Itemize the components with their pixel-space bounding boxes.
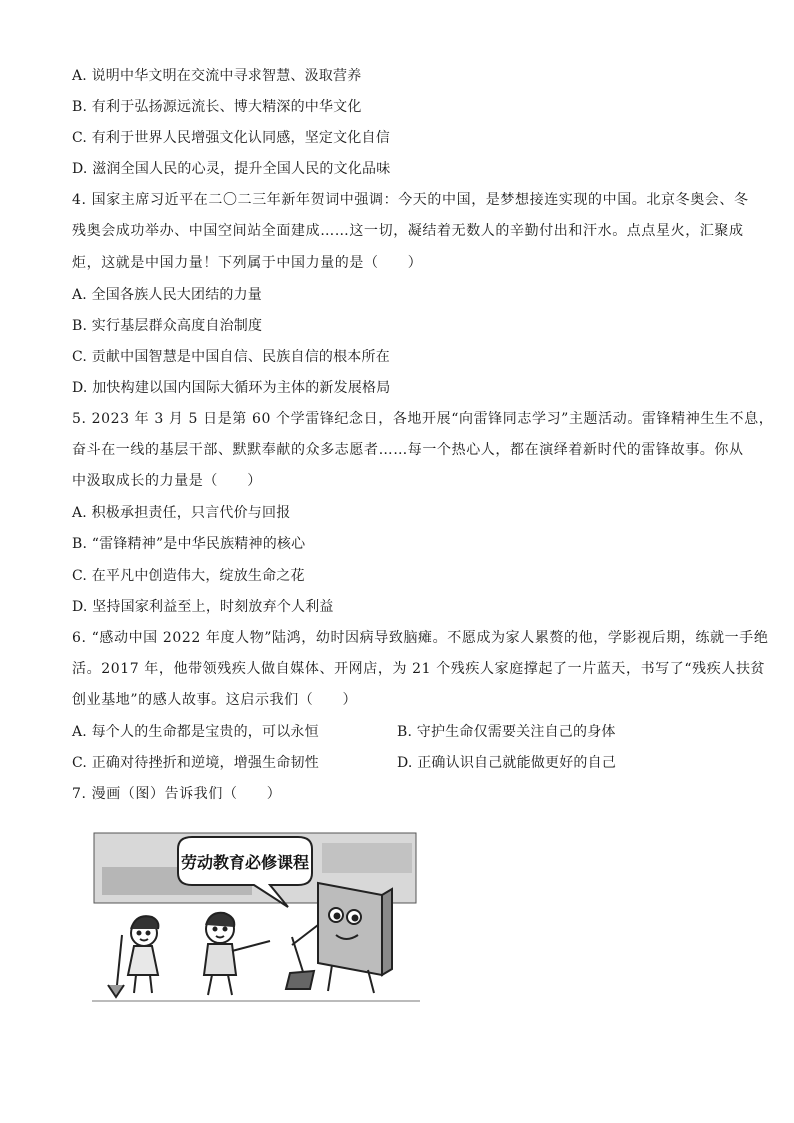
cartoon-background-texture-right bbox=[322, 843, 412, 873]
q3-option-a[interactable]: A. 说明中华文明在交流中寻求智慧、汲取营养 bbox=[72, 68, 362, 84]
q5-option-c[interactable]: C. 在平凡中创造伟大，绽放生命之花 bbox=[72, 568, 305, 584]
q4-stem-line3: 炬，这就是中国力量！下列属于中国力量的是（ ） bbox=[72, 255, 423, 271]
q6-stem-line3: 创业基地”的感人故事。这启示我们（ ） bbox=[72, 692, 358, 708]
q4-option-d[interactable]: D. 加快构建以国内国际大循环为主体的新发展格局 bbox=[72, 380, 391, 396]
boy-figure bbox=[204, 913, 270, 995]
q3-option-b[interactable]: B. 有利于弘扬源远流长、博大精深的中华文化 bbox=[72, 99, 362, 115]
q6-stem-line1: 6. “感动中国 2022 年度人物”陆鸿，幼时因病导致脑瘫。不愿成为家人累赘的他，学影视后期，练就一手绝 bbox=[72, 630, 769, 646]
q6-option-d[interactable]: D. 正确认识自己就能做更好的自己 bbox=[397, 755, 617, 771]
q6-option-b[interactable]: B. 守护生命仅需要关注自己的身体 bbox=[397, 724, 616, 740]
q5-option-a[interactable]: A. 积极承担责任，只言代价与回报 bbox=[72, 505, 291, 521]
q4-stem-line2: 残奥会成功举办、中国空间站全面建成……这一切，凝结着无数人的辛勤付出和汗水。点点星火，汇聚成 bbox=[72, 223, 744, 239]
q5-stem-line1: 5. 2023 年 3 月 5 日是第 60 个学雷锋纪念日，各地开展“向雷锋同志学习”主题活动。雷锋精神生生不息， bbox=[72, 411, 774, 427]
q5-option-b[interactable]: B. “雷锋精神”是中华民族精神的核心 bbox=[72, 536, 306, 552]
q6-option-a[interactable]: A. 每个人的生命都是宝贵的，可以永恒 bbox=[72, 724, 319, 740]
q7-stem: 7. 漫画（图）告诉我们（ ） bbox=[72, 786, 282, 802]
girl-figure bbox=[108, 916, 158, 997]
q6-stem-line2: 活。2017 年，他带领残疾人做自媒体、开网店，为 21 个残疾人家庭撑起了一片蓝天，书写了“残疾人扶贫 bbox=[72, 661, 766, 677]
q3-option-c[interactable]: C. 有利于世界人民增强文化认同感，坚定文化自信 bbox=[72, 130, 390, 146]
q4-option-c[interactable]: C. 贡献中国智慧是中国自信、民族自信的根本所在 bbox=[72, 349, 390, 365]
q5-option-d[interactable]: D. 坚持国家利益至上，时刻放弃个人利益 bbox=[72, 599, 334, 615]
speech-bubble-text: 劳动教育必修课程 bbox=[180, 853, 310, 872]
cartoon-illustration bbox=[92, 825, 420, 1005]
q3-option-d[interactable]: D. 滋润全国人民的心灵，提升全国人民的文化品味 bbox=[72, 161, 391, 177]
q4-option-b[interactable]: B. 实行基层群众高度自治制度 bbox=[72, 318, 263, 334]
q4-stem-line1: 4. 国家主席习近平在二〇二三年新年贺词中强调：今天的中国，是梦想接连实现的中国。北京冬奥会、冬 bbox=[72, 192, 749, 208]
q6-option-c[interactable]: C. 正确对待挫折和逆境，增强生命韧性 bbox=[72, 755, 319, 771]
q5-stem-line3: 中汲取成长的力量是（ ） bbox=[72, 473, 262, 489]
q5-stem-line2: 奋斗在一线的基层干部、默默奉献的众多志愿者……每一个热心人，都在演绎着新时代的雷锋故事。你从 bbox=[72, 442, 744, 458]
q4-option-a[interactable]: A. 全国各族人民大团结的力量 bbox=[72, 287, 263, 303]
